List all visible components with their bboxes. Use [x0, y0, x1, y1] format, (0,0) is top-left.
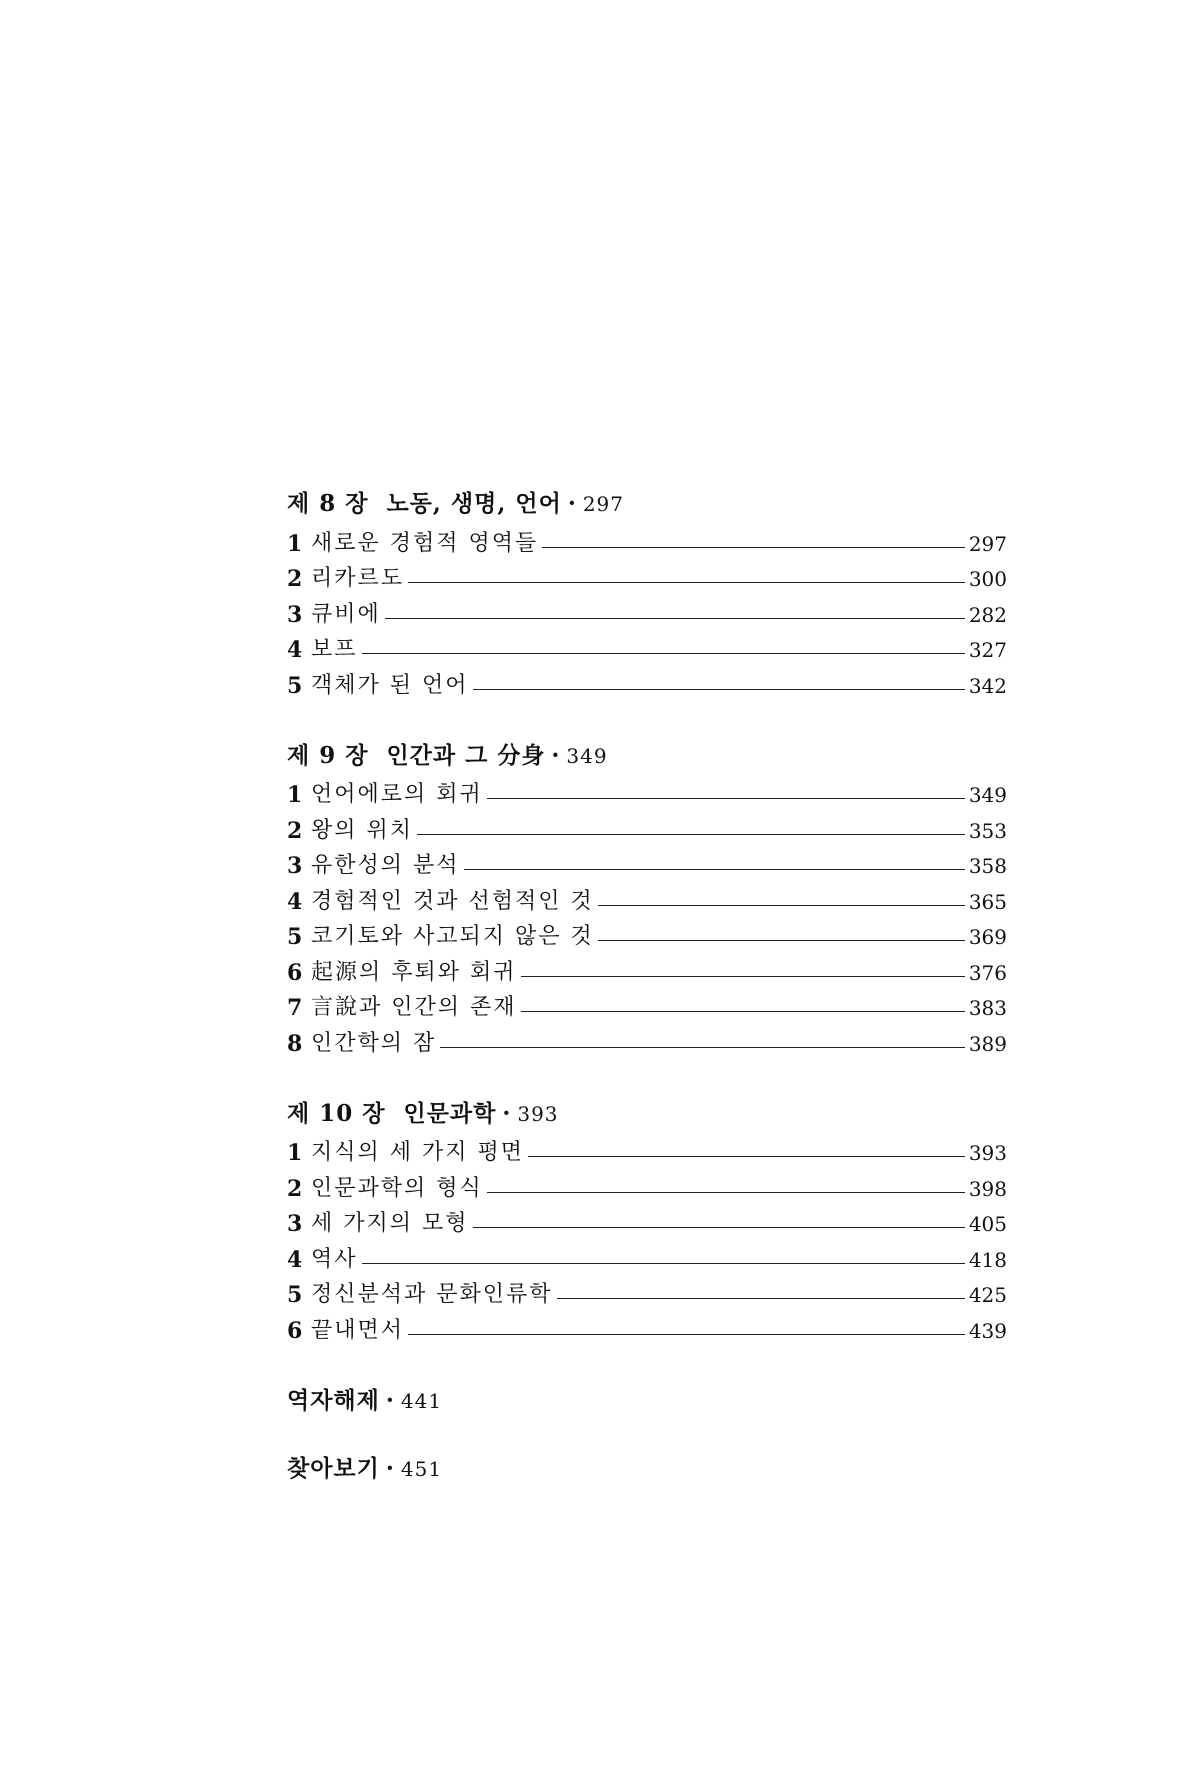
leader-line	[473, 1227, 966, 1228]
entry-number: 1	[287, 530, 303, 557]
toc-entry	[287, 665, 1007, 701]
entry-page: 418	[968, 1247, 1007, 1272]
separator-dot: ·	[567, 490, 577, 517]
appendix-index	[287, 1450, 1007, 1488]
entry-number: 3	[287, 853, 303, 879]
leader-line	[487, 798, 965, 799]
leader-line	[598, 940, 965, 941]
entry-number: 7	[287, 995, 303, 1021]
chapter-heading	[287, 1095, 1007, 1133]
entry-title: 起源의 후퇴와 회귀	[311, 959, 517, 985]
entry-title: 리카르도	[311, 566, 405, 591]
toc-entry	[287, 1023, 1007, 1059]
entry-number: 1	[287, 782, 303, 808]
chapter-title: 노동, 생명, 언어	[386, 490, 562, 517]
appendix-page: 451	[400, 1456, 443, 1481]
chapter-label: 제 9 장	[287, 741, 369, 769]
toc-entry	[287, 594, 1007, 630]
entry-title: 유한성의 분석	[311, 853, 460, 878]
chapter-title: 인문과학	[403, 1099, 497, 1127]
leader-line	[521, 1011, 966, 1012]
entry-title: 객체가 된 언어	[311, 672, 469, 698]
entry-title: 경험적인 것과 선험적인 것	[311, 888, 594, 914]
chapter-page: 349	[566, 743, 608, 768]
toc-entry	[287, 1133, 1007, 1169]
entry-number: 4	[287, 888, 303, 915]
chapter-heading	[287, 737, 1007, 775]
chapter-heading	[287, 485, 1007, 523]
leader-line	[473, 689, 966, 690]
entry-number: 3	[287, 601, 303, 628]
entry-page: 393	[968, 1141, 1007, 1165]
entry-page: 358	[968, 854, 1007, 878]
toc-entry	[287, 1275, 1007, 1311]
chapter-label: 제 10 장	[287, 1099, 386, 1127]
leader-line	[528, 1156, 965, 1157]
chapter-label: 제 8 장	[287, 490, 369, 517]
toc-entry	[287, 523, 1007, 559]
entry-title: 끝내면서	[311, 1317, 405, 1343]
entry-number: 8	[287, 1030, 303, 1057]
entry-number: 6	[287, 1317, 303, 1344]
appendix-title: 역자해제	[287, 1386, 380, 1414]
toc-entry	[287, 1168, 1007, 1204]
leader-line	[542, 547, 965, 548]
entry-page: 389	[968, 1031, 1007, 1056]
chapter-9	[287, 737, 1007, 1059]
entry-title: 정신분석과 문화인류학	[311, 1282, 553, 1307]
leader-line	[408, 582, 965, 583]
leader-line	[464, 869, 965, 870]
entry-title: 言說과 인간의 존재	[311, 995, 517, 1020]
entry-title: 코기토와 사고되지 않은 것	[311, 924, 594, 949]
toc-entry	[287, 1310, 1007, 1346]
entry-title: 왕의 위치	[311, 817, 414, 843]
leader-line	[440, 1047, 965, 1048]
chapter-page: 297	[582, 492, 625, 516]
chapter-10	[287, 1095, 1007, 1346]
leader-line	[408, 1334, 965, 1335]
entry-title: 큐비에	[311, 601, 381, 627]
table-of-contents	[287, 485, 1007, 1518]
chapter-title: 인간과 그 分身	[386, 741, 546, 769]
toc-entry	[287, 917, 1007, 953]
leader-line	[598, 905, 965, 906]
toc-entry	[287, 846, 1007, 882]
entry-title: 지식의 세 가지 평면	[311, 1140, 524, 1165]
entry-title: 보프	[311, 637, 358, 662]
separator-dot: ·	[385, 1454, 395, 1482]
toc-entry	[287, 1239, 1007, 1275]
entry-number: 4	[287, 637, 303, 663]
entry-title: 세 가지의 모형	[311, 1211, 469, 1236]
separator-dot: ·	[502, 1099, 512, 1127]
entry-page: 300	[968, 567, 1007, 591]
leader-line	[362, 653, 965, 654]
entry-page: 327	[968, 638, 1007, 662]
entry-number: 5	[287, 1282, 303, 1308]
entry-number: 3	[287, 1211, 303, 1237]
entry-number: 5	[287, 924, 303, 950]
leader-line	[487, 1192, 965, 1193]
entry-number: 2	[287, 1175, 303, 1202]
entry-page: 349	[968, 783, 1007, 807]
entry-page: 282	[968, 602, 1007, 627]
separator-dot: ·	[551, 741, 561, 769]
entry-page: 369	[968, 925, 1007, 949]
leader-line	[417, 834, 965, 835]
entry-title: 역사	[311, 1246, 358, 1272]
toc-entry	[287, 988, 1007, 1024]
entry-title: 인간학의 잠	[311, 1030, 437, 1056]
appendix-translator-notes	[287, 1382, 1007, 1420]
entry-page: 297	[968, 531, 1007, 556]
entry-number: 4	[287, 1246, 303, 1273]
toc-entry	[287, 1204, 1007, 1240]
leader-line	[362, 1263, 965, 1264]
entry-page: 353	[968, 818, 1007, 843]
separator-dot: ·	[385, 1386, 395, 1414]
entry-page: 405	[968, 1212, 1007, 1236]
entry-page: 439	[968, 1318, 1007, 1343]
appendix-title: 찾아보기	[287, 1454, 380, 1482]
leader-line	[385, 618, 965, 619]
entry-page: 425	[968, 1283, 1007, 1307]
entry-page: 383	[968, 996, 1007, 1020]
toc-entry	[287, 775, 1007, 811]
entry-number: 6	[287, 959, 303, 986]
entry-page: 376	[968, 960, 1007, 985]
entry-title: 인문과학의 형식	[311, 1175, 483, 1201]
entry-number: 2	[287, 566, 303, 592]
toc-entry	[287, 630, 1007, 666]
chapter-8	[287, 485, 1007, 701]
toc-entry	[287, 559, 1007, 595]
entry-page: 398	[968, 1176, 1007, 1201]
entry-page: 365	[968, 889, 1007, 914]
entry-number: 2	[287, 817, 303, 844]
entry-title: 언어에로의 회귀	[311, 782, 483, 807]
chapter-page: 393	[517, 1101, 559, 1126]
appendix-page: 441	[400, 1388, 443, 1413]
entry-title: 새로운 경험적 영역들	[311, 530, 539, 556]
entry-page: 342	[968, 673, 1007, 698]
leader-line	[521, 976, 966, 977]
toc-entry	[287, 952, 1007, 988]
entry-number: 5	[287, 672, 303, 699]
toc-entry	[287, 810, 1007, 846]
leader-line	[557, 1298, 965, 1299]
toc-entry	[287, 881, 1007, 917]
entry-number: 1	[287, 1140, 303, 1166]
